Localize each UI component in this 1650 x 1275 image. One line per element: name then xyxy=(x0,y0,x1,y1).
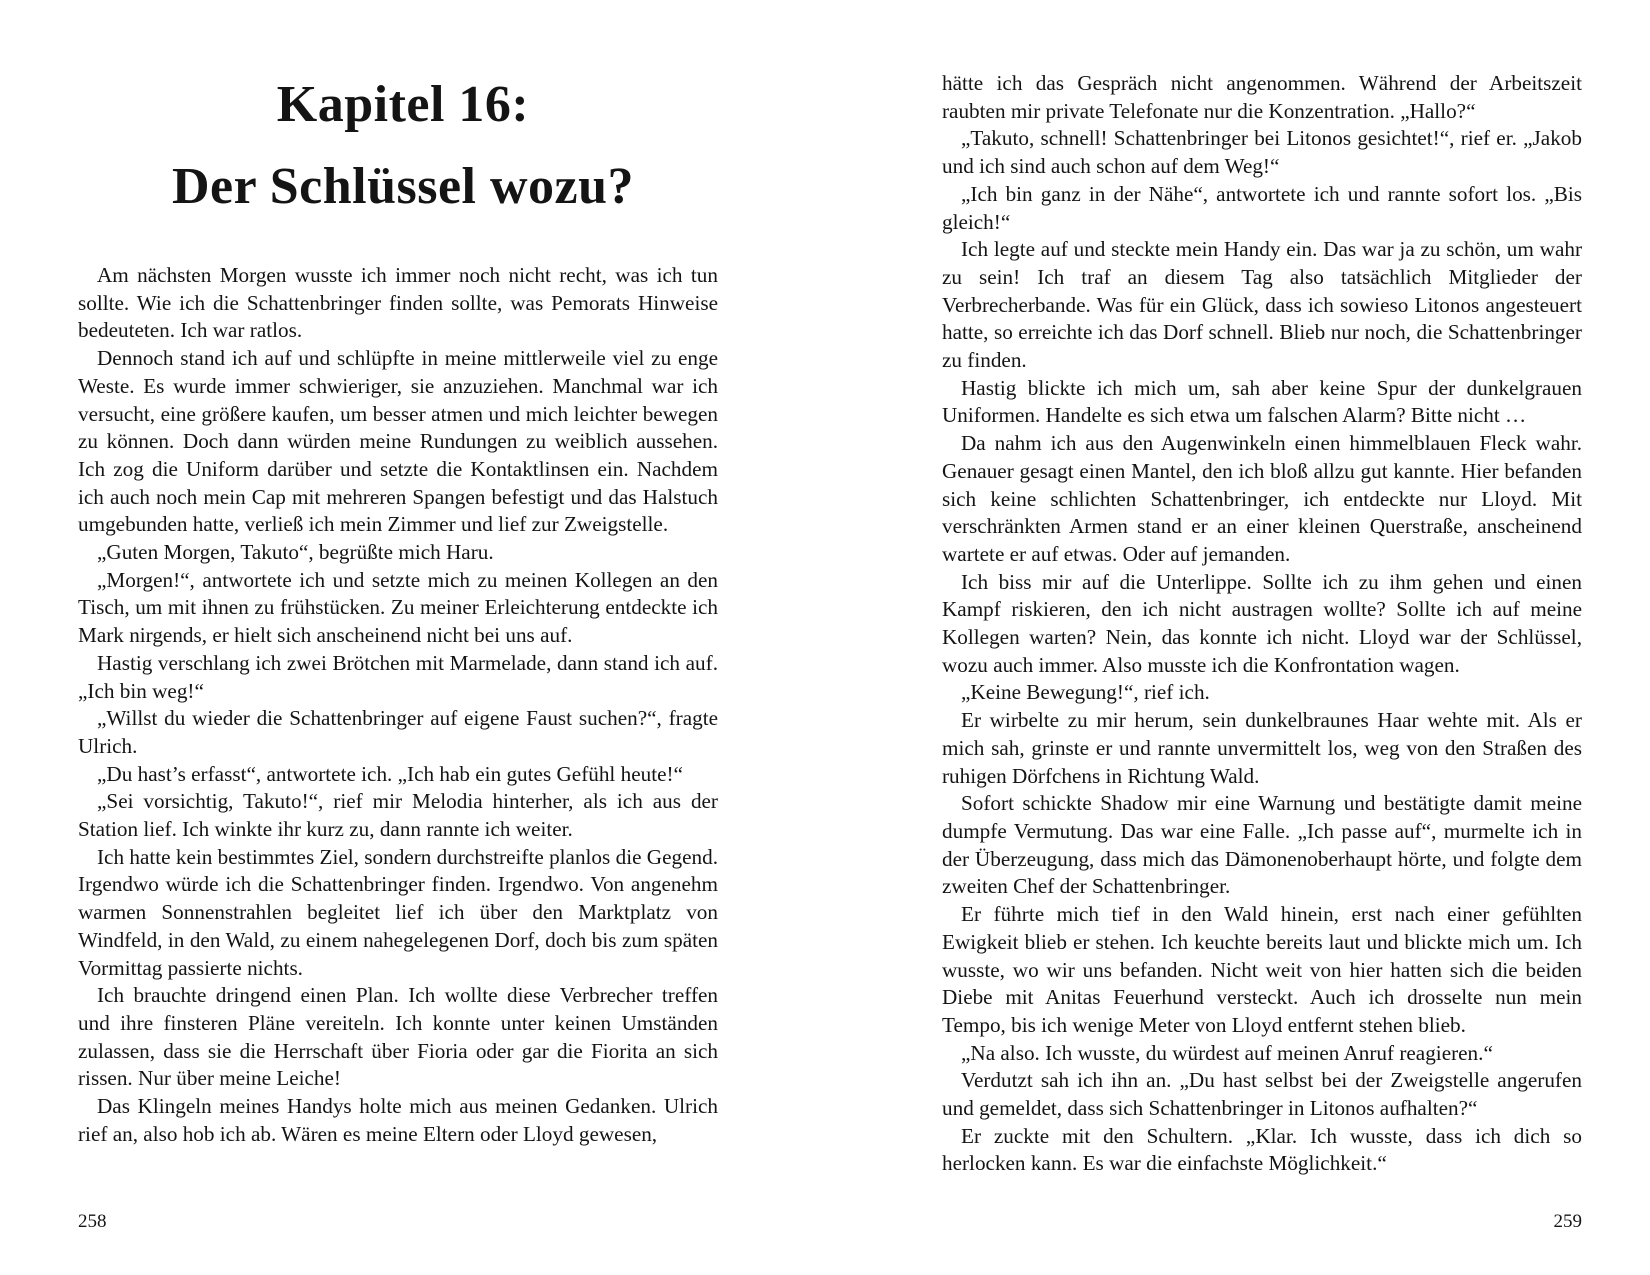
chapter-title xyxy=(78,64,728,228)
paragraph: „Na also. Ich wusste, du würdest auf meinen Anruf reagieren.“ xyxy=(961,1040,1493,1065)
paragraph: „Ich bin ganz in der Nähe“, antwortete ich und rannte sofort los. „Bis gleich!“ xyxy=(942,181,1582,234)
paragraph: Er wirbelte zu mir herum, sein dunkelbraunes Haar wehte mit. Als er mich sah, grinste er und rannte unvermittelt los, weg von den Straßen des ruhigen Dörfchens in Richtung Wald. xyxy=(942,708,1582,788)
paragraph: „Du hast’s erfasst“, antwortete ich. „Ich hab ein gutes Gefühl heute!“ xyxy=(97,761,683,786)
continued-paragraph: hätte ich das Gespräch nicht angenommen. Während der Arbeitszeit raubten mir private Telefonate nur die Konzentration. „Hallo?“ xyxy=(942,71,1582,123)
left-page-body xyxy=(78,262,718,1149)
paragraph: „Keine Bewegung!“, rief ich. xyxy=(961,680,1210,705)
paragraph: Das Klingeln meines Handys holte mich aus meinen Gedanken. Ulrich rief an, also hob ich ab. Wären es meine Eltern oder Lloyd gewesen, xyxy=(78,1094,718,1146)
paragraph: Am nächsten Morgen wusste ich immer noch nicht recht, was ich tun sollte. Wie ich die Schattenbringer finden sollte, was Pemorats Hinweise bedeuteten. Ich war ratlos. xyxy=(78,263,718,343)
right-page xyxy=(942,0,1592,1275)
paragraph: Ich hatte kein bestimmtes Ziel, sondern durchstreifte planlos die Gegend. Irgendwo würde ich die Schattenbringer finden. Irgendwo. Von angenehm warmen Sonnenstrahlen begleitet lief ich über den Marktplatz von Windfeld, in den Wald, zu einem nahegelegenen Dorf, doch bis zum späten Vormittag passierte nichts. xyxy=(78,844,718,980)
paragraph: Ich legte auf und steckte mein Handy ein. Das war ja zu schön, um wahr zu sein! Ich traf an diesem Tag also tatsächlich Mitglieder der Verbrecherbande. Was für ein Glück, dass ich sowieso Litonos angesteuert hatte, so erreichte ich das Dorf schnell. Blieb nur noch, die Schattenbringer zu finden. xyxy=(942,237,1582,373)
paragraph: „Sei vorsichtig, Takuto!“, rief mir Melodia hinterher, als ich aus der Station lief. Ich winkte ihr kurz zu, dann rannte ich weiter. xyxy=(78,789,718,842)
paragraph: Er führte mich tief in den Wald hinein, erst nach einer gefühlten Ewigkeit blieb er stehen. Ich keuchte bereits laut und blickte mich um. Ich wusste, wo wir uns befanden. Nicht weit von hier hatten sich die beiden Diebe mit Anitas Feuerhund versteckt. Auch ich drosselte nun mein Tempo, bis ich wenige Meter von Lloyd entfernt stehen blieb. xyxy=(942,902,1582,1037)
paragraph: „Morgen!“, antwortete ich und setzte mich zu meinen Kollegen an den Tisch, um mit ihnen zu frühstücken. Zu meiner Erleichterung entdeckte ich Mark nirgends, er hielt sich anscheinend nicht bei uns auf. xyxy=(78,567,718,648)
chapter-subtitle: Der Schlüssel wozu? xyxy=(171,158,635,215)
paragraph: Hastig blickte ich mich um, sah aber keine Spur der dunkelgrauen Uniformen. Handelte es sich etwa um falschen Alarm? Bitte nicht … xyxy=(942,375,1582,428)
page-number-right: 259 xyxy=(1553,1211,1582,1232)
paragraph: „Willst du wieder die Schattenbringer auf eigene Faust suchen?“, fragte Ulrich. xyxy=(78,706,718,758)
paragraph: „Guten Morgen, Takuto“, begrüßte mich Haru. xyxy=(97,540,494,565)
left-page xyxy=(78,0,728,1275)
page-number-left: 258 xyxy=(78,1211,107,1232)
paragraph: Sofort schickte Shadow mir eine Warnung und bestätigte damit meine dumpfe Vermutung. Das war eine Falle. „Ich passe auf“, murmelte ich in der Überzeugung, dass mich das Dämonenoberhaupt hörte, und folgte dem zweiten Chef der Schattenbringer. xyxy=(942,791,1582,899)
paragraph: Hastig verschlang ich zwei Brötchen mit Marmelade, dann stand ich auf. „Ich bin weg!“ xyxy=(78,650,718,703)
paragraph: Da nahm ich aus den Augenwinkeln einen himmelblauen Fleck wahr. Genauer gesagt einen Mantel, den ich bloß allzu gut kannte. Hier befanden sich keine schlichten Schattenbringer, ich entdeckte nur Lloyd. Mit verschränkten Armen stand er an einer kleinen Querstraße, anscheinend wartete er auf etwas. Oder auf jemanden. xyxy=(942,431,1582,566)
paragraph: Ich biss mir auf die Unterlippe. Sollte ich zu ihm gehen und einen Kampf riskieren, den ich nicht austragen wollte? Sollte ich auf meine Kollegen warten? Nein, das konnte ich nicht. Lloyd war der Schlüssel, wozu auch immer. Also musste ich die Konfrontation wagen. xyxy=(942,569,1582,677)
paragraph: „Takuto, schnell! Schattenbringer bei Litonos gesichtet!“, rief er. „Jakob und ich sind auch schon auf dem Weg!“ xyxy=(942,126,1582,179)
chapter-number: Kapitel 16: xyxy=(276,76,530,133)
paragraph: Ich brauchte dringend einen Plan. Ich wollte diese Verbrecher treffen und ihre finsteren Pläne vereiteln. Ich konnte unter keinen Umständen zulassen, dass sie die Herrschaft über Fioria oder gar die Fiorita an sich rissen. Nur über meine Leiche! xyxy=(78,983,718,1091)
paragraph: Dennoch stand ich auf und schlüpfte in meine mittlerweile viel zu enge Weste. Es wurde immer schwieriger, sie anzuziehen. Manchmal war ich versucht, eine größere kaufen, um besser atmen und mich leichter bewegen zu können. Doch dann würden meine Rundungen zu weiblich aussehen. Ich zog die Uniform darüber und setzte die Kontaktlinsen ein. Nachdem ich auch noch mein Cap mit mehreren Spangen befestigt und das Halstuch umgebunden hatte, verließ ich mein Zimmer und lief zur Zweigstelle. xyxy=(78,346,718,537)
paragraph: Verdutzt sah ich ihn an. „Du hast selbst bei der Zweigstelle angerufen und gemeldet, dass sich Schattenbringer in Litonos aufhalten?“ xyxy=(942,1068,1582,1121)
paragraph: Er zuckte mit den Schultern. „Klar. Ich wusste, dass ich dich so herlocken kann. Es war die einfachste Möglichkeit.“ xyxy=(942,1123,1582,1176)
right-page-body xyxy=(942,70,1582,1178)
